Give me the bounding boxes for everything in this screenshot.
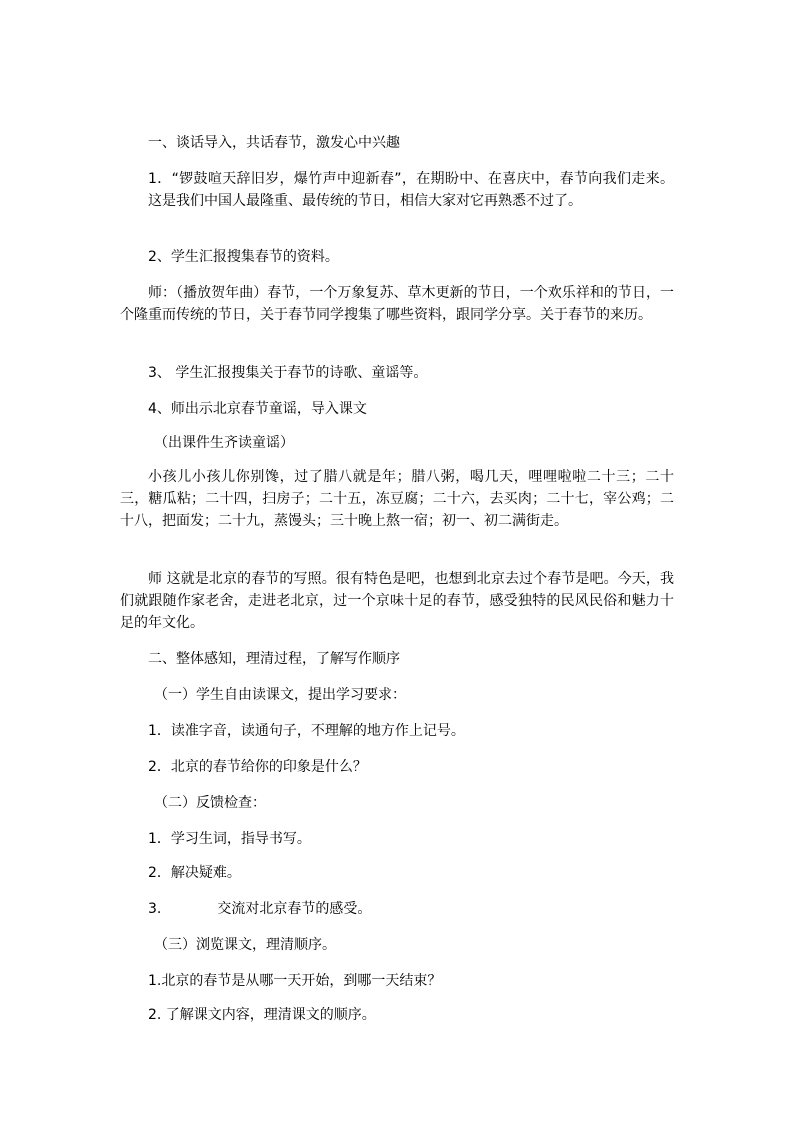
paragraph-5: 4、师出示北京春节童谣，导入课文 (148, 401, 367, 417)
subsection-3-title: （三）浏览课文，理清顺序。 (154, 937, 336, 953)
paragraph-3: 师：（播放贺年曲）春节，一个万象复苏、草木更新的节日，一个欢乐祥和的节日，一个隆重而传统的节日，关于春节同学搜集了哪些资料，跟同学分享。关于春节的来历。 (120, 285, 674, 323)
item-3-text: 交流对北京春节的感受。 (217, 901, 372, 917)
subsection-1-item-1: 1．读准字音，读通句子，不理解的地方作上记号。 (148, 723, 465, 739)
paragraph-6: （出课件生齐读童谣） (154, 435, 294, 451)
paragraph-1: 1．“锣鼓喧天辞旧岁，爆竹声中迎新春”，在期盼中、在喜庆中，春节向我们走来。这是我们中国人最隆重、最传统的节日，相信大家对它再熟悉不过了。 (148, 171, 674, 209)
paragraph-8: 师 这就是北京的春节的写照。很有特色是吧，也想到北京去过个春节是吧。今天，我们就跟随作家老舍，走进老北京，过一个京味十足的春节，感受独特的民风民俗和魅力十足的年文化。 (120, 571, 674, 631)
subsection-2-item-1: 1．学习生词，指导书写。 (148, 831, 311, 847)
paragraph-4: 3、 学生汇报搜集关于春节的诗歌、童谣等。 (148, 365, 428, 381)
subsection-3-item-2: 2. 了解课文内容，理清课文的顺序。 (148, 1007, 376, 1023)
subsection-2-title: （二）反馈检查： (154, 795, 266, 811)
section-heading-1: 一、谈话导入，共话春节，激发心中兴趣 (148, 135, 400, 151)
paragraph-7: 小孩儿小孩儿你别馋，过了腊八就是年；腊八粥，喝几天，哩哩啦啦二十三；二十三，糖瓜粘；二十四，扫房子；二十五，冻豆腐；二十六，去买肉；二十七，宰公鸡；二十八，把面发；二十九，蒸馒头；三十晚上熬一宿；初一、初二满街走。 (120, 469, 674, 529)
item-3-number: 3. (148, 901, 162, 917)
subsection-2-item-3 (148, 898, 668, 920)
section-heading-2: 二、整体感知，理清过程，了解写作顺序 (148, 651, 400, 667)
subsection-1-title: （一）学生自由读课文，提出学习要求： (154, 687, 406, 703)
paragraph-2: 2、学生汇报搜集春节的资料。 (148, 249, 339, 265)
subsection-3-item-1: 1.北京的春节是从哪一天开始，到哪一天结束？ (148, 973, 442, 989)
subsection-2-item-2: 2．解决疑难。 (148, 865, 241, 881)
subsection-1-item-2: 2．北京的春节给你的印象是什么？ (148, 759, 367, 775)
